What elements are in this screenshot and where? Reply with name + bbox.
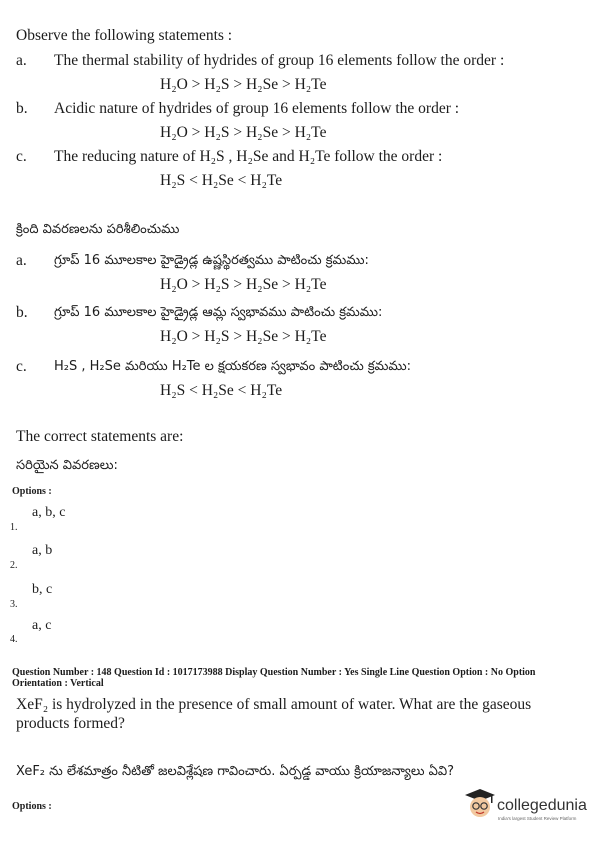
statement-c-label: c. bbox=[16, 148, 27, 165]
correct-statements-label: The correct statements are: bbox=[16, 428, 184, 445]
telugu-statement-c-label: c. bbox=[16, 358, 27, 375]
statement-a-formula: H₂O > H₂S > H₂Se > H₂Te bbox=[160, 76, 327, 93]
question-intro: Observe the following statements : bbox=[16, 27, 233, 44]
statement-b-text: Acidic nature of hydrides of group 16 elements follow the order : bbox=[54, 100, 460, 117]
statement-b-formula: H₂O > H₂S > H₂Se > H₂Te bbox=[160, 124, 327, 141]
telugu-statement-c-formula: H₂S < H₂Se < H₂Te bbox=[160, 382, 283, 399]
telugu-statement-b-label: b. bbox=[16, 304, 28, 321]
statement-c-text: The reducing nature of H₂S , H₂Se and H₂Te follow the order : bbox=[54, 148, 443, 165]
graduate-mascot-icon bbox=[464, 788, 496, 822]
question-2-text: XeF₂ is hydrolyzed in the presence of small amount of water. What are the gaseous products formed? bbox=[16, 696, 532, 732]
options-label: Options : bbox=[12, 486, 52, 497]
statement-c-formula: H₂S < H₂Se < H₂Te bbox=[160, 172, 283, 189]
telugu-statement-b-formula: H₂O > H₂S > H₂Se > H₂Te bbox=[160, 328, 327, 345]
option-1-number: 1. bbox=[10, 522, 18, 533]
option-2-text[interactable]: a, b bbox=[32, 543, 53, 558]
correct-statements-label-telugu: సరియైన వివరణలు: bbox=[16, 458, 118, 473]
option-1-text[interactable]: a, b, c bbox=[32, 505, 66, 520]
question-2-text-telugu: XeF₂ ను లేశమాత్రం నీటితో జలవిశ్లేషణ గావించారు. ఏర్పడ్డ వాయు క్రియాజన్యాలు ఏవి? bbox=[16, 764, 455, 779]
telugu-statement-b-text: గ్రూప్ 16 మూలకాల హైడ్రైడ్ల ఆమ్ల స్వభావము పాటించు క్రమము: bbox=[54, 305, 383, 320]
option-3-text[interactable]: b, c bbox=[32, 582, 53, 597]
question-meta-line-1: Question Number : 148 Question Id : 1017173988 Display Question Number : Yes Single Line Question Option : No Option bbox=[12, 667, 536, 678]
option-3-number: 3. bbox=[10, 599, 18, 610]
option-4-number: 4. bbox=[10, 634, 18, 645]
logo-wordmark: collegedunia bbox=[497, 797, 587, 814]
option-4-text[interactable]: a, c bbox=[32, 618, 52, 633]
telugu-statement-a-label: a. bbox=[16, 252, 27, 269]
question-meta-line-2: Orientation : Vertical bbox=[12, 678, 104, 689]
question-2-options-label: Options : bbox=[12, 801, 52, 812]
statement-b-label: b. bbox=[16, 100, 28, 117]
telugu-statement-c-text: H₂S , H₂Se మరియు H₂Te ల క్షయకరణ స్వభావం పాటించు క్రమము: bbox=[54, 359, 412, 374]
logo-tagline: India's largest Student Review Platform bbox=[498, 816, 577, 821]
telugu-statement-a-text: గ్రూప్ 16 మూలకాల హైడ్రైడ్ల ఉష్ణస్థిరత్వము పాటించు క్రమము: bbox=[54, 253, 369, 268]
statement-a-label: a. bbox=[16, 52, 27, 69]
statement-a-text: The thermal stability of hydrides of group 16 elements follow the order : bbox=[54, 52, 505, 69]
option-2-number: 2. bbox=[10, 560, 18, 571]
telugu-intro: క్రింది వివరణలను పరిశీలించుము bbox=[16, 222, 180, 237]
telugu-statement-a-formula: H₂O > H₂S > H₂Se > H₂Te bbox=[160, 276, 327, 293]
